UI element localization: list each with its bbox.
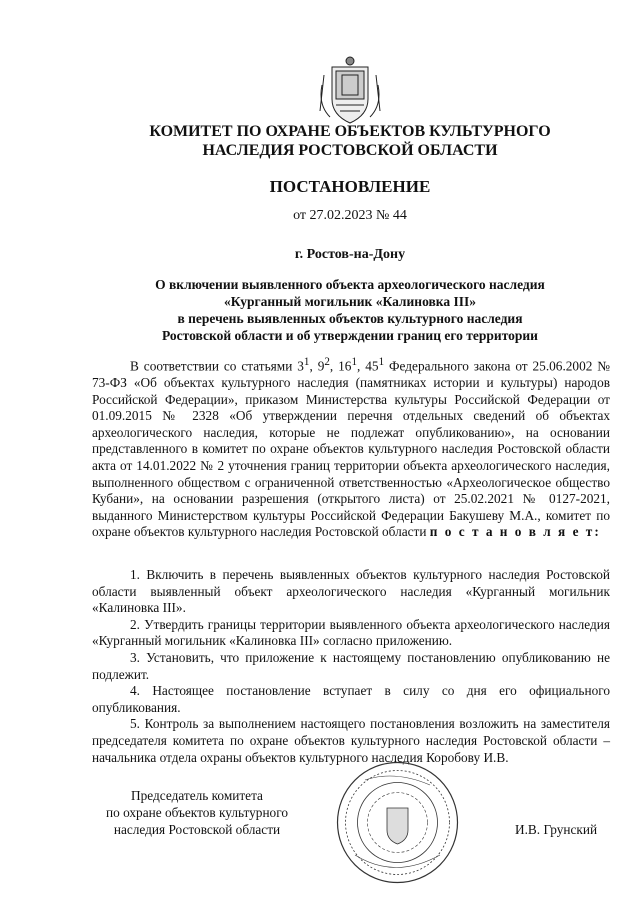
preamble-text-rest: Федерального закона от 25.06.2002 № 73-ФЗ «Об объектах культурного наследия (памятниках истории и культуры) народов Российской Федерации», приказом Министерства культуры Российской Федерации от 01.09.2015 № 2328 «Об утверждении перечня отдельных сведений об объектах археологического наследия, которые не подлежат опубликованию», на основании представленного в комитет по охране объектов культурного наследия Ростовской области акта от 14.01.2022 № 2 уточнения границ территории объекта археологического наследия, выполненного обществом с ограниченной ответственностью «Археологическое общество Кубани», на основании разрешения (открытого листа) от 25.02.2021 № 0127-2021, выданного Министерством культуры Российской Федерации Бакушеву М.А., комитет по охране объектов культурного наследия Ростовской области [92, 358, 610, 540]
items-list [92, 567, 610, 766]
subject-line4: Ростовской области и об утверждении границ его территории [162, 328, 538, 343]
list-item: 2. Утвердить границы территории выявленного объекта археологического наследия «Курганный могильник «Калиновка III» согласно приложению. [92, 616, 610, 649]
sup-3: 1 [351, 356, 357, 368]
signatory-position-line3: наследия Ростовской области [113, 822, 281, 837]
signatory-name: И.В. Грунский [515, 822, 598, 837]
subject-line3: в перечень выявленных объектов культурного наследия [177, 311, 523, 326]
preamble-sep1: , 9 [309, 358, 325, 374]
decree-word: п о с т а н о в л я е т: [429, 524, 601, 540]
sup-2: 2 [324, 356, 330, 368]
coat-of-arms-icon [312, 55, 388, 131]
signatory-position [92, 787, 302, 838]
signatory-position-line2: по охране объектов культурного [106, 805, 288, 820]
date-number: от 27.02.2023 № 44 [293, 208, 407, 223]
preamble-sep2: , 16 [329, 358, 352, 374]
committee-title-line1: КОМИТЕТ ПО ОХРАНЕ ОБЪЕКТОВ КУЛЬТУРНОГО [149, 123, 551, 140]
committee-title [0, 122, 640, 160]
subject-line2: «Курганный могильник «Калиновка III» [224, 294, 476, 309]
subject-line1: О включении выявленного объекта археологического наследия [155, 277, 545, 292]
committee-title-line2: НАСЛЕДИЯ РОСТОВСКОЙ ОБЛАСТИ [202, 142, 498, 159]
signatory-position-line1: Председатель комитета [131, 788, 263, 803]
list-item: 3. Установить, что приложение к настоящему постановлению опубликованию не подлежит. [92, 649, 610, 682]
preamble-paragraph [92, 354, 610, 541]
preamble-sep3: , 45 [357, 358, 379, 374]
list-item: 4. Настоящее постановление вступает в силу со дня его официального опубликования. [92, 683, 610, 715]
subject [0, 276, 640, 344]
sup-4: 1 [378, 356, 385, 368]
list-item: 5. Контроль за выполнением настоящего постановления возложить на заместителя председателя комитета по охране объектов культурного наследия Ростовской области – начальника отдела охраны объектов культурного наследия Коробову И.В. [92, 716, 610, 765]
seal-icon [335, 760, 460, 885]
list-item: 1. Включить в перечень выявленных объектов культурного наследия Ростовской области выявленный объект археологического наследия «Курганный могильник «Калиновка III». [92, 567, 610, 616]
doc-type: ПОСТАНОВЛЕНИЕ [269, 177, 431, 196]
sup-1: 1 [303, 356, 310, 368]
preamble-text-start: В соответствии со статьями 3 [130, 358, 304, 374]
city: г. Ростов-на-Дону [294, 247, 406, 262]
